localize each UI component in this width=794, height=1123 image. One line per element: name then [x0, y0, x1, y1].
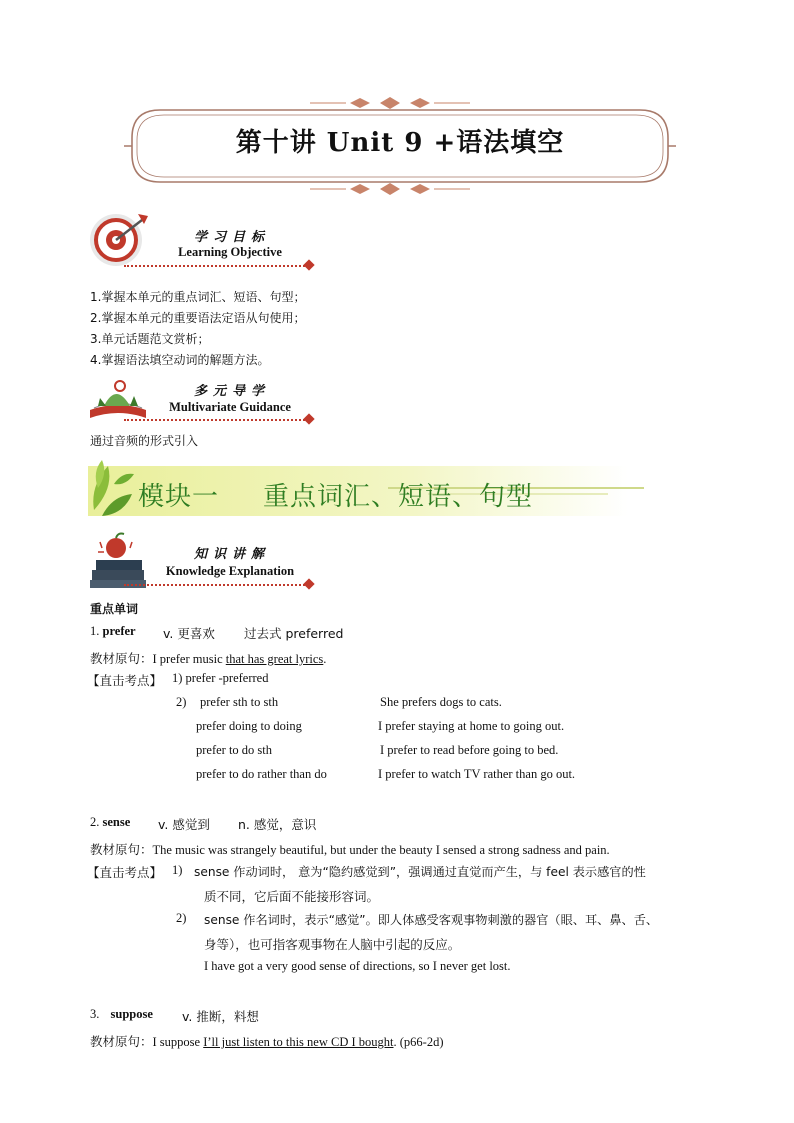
objective-heading-en: Learning Objective — [178, 245, 282, 259]
entry-prefer — [90, 624, 136, 639]
prefer-source — [90, 648, 326, 667]
entry-extra: n. 感觉，意识 — [238, 817, 317, 832]
guidance-heading-en: Multivariate Guidance — [169, 400, 291, 414]
objective-item: 1.掌握本单元的重点词汇、短语、句型； — [90, 290, 306, 304]
entry-suppose — [90, 1007, 153, 1022]
point-1: 1) prefer -preferred — [172, 671, 269, 685]
diamond-icon — [303, 413, 314, 424]
page-title: 第十讲 Unit 9 +语法填空 — [235, 128, 565, 158]
apple-books-icon — [86, 532, 150, 590]
knowledge-heading-cn: 知识讲解 — [193, 547, 270, 562]
entry-word: prefer — [102, 624, 136, 638]
diamond-icon — [303, 259, 314, 270]
knowledge-divider — [124, 584, 308, 586]
pattern-example: I prefer staying at home to going out. — [378, 719, 565, 733]
pattern-example: She prefers dogs to cats. — [380, 695, 502, 709]
point-1-number: 1) — [172, 863, 183, 877]
module-label: 模块一 — [138, 482, 220, 512]
entry-pos: v. 感觉到 — [158, 817, 210, 832]
module-title — [138, 476, 577, 513]
pattern-example: I prefer to watch TV rather than go out. — [378, 767, 576, 781]
entry-extra: 过去式 preferred — [244, 626, 344, 641]
entry-number: 2. — [90, 815, 100, 829]
source-label: 教材原句： — [90, 1034, 153, 1049]
point-1-line-1: sense 作动词时， 意为“隐约感觉到”，强调通过直觉而产生，与 feel 表示感官的性 — [194, 865, 646, 879]
pattern: prefer to do sth — [196, 743, 273, 757]
diamond-icon — [303, 578, 314, 589]
source-label: 教材原句： — [90, 842, 153, 857]
knowledge-heading-en: Knowledge Explanation — [165, 564, 295, 578]
objective-item: 4.掌握语法填空动词的解题方法。 — [90, 353, 270, 367]
objective-item: 3.单元话题范文赏析； — [90, 332, 210, 346]
entry-pos: v. 更喜欢 — [163, 626, 215, 641]
point-2-example: I have got a very good sense of directions, so I never get lost. — [204, 959, 511, 973]
source-text: I suppose — [152, 1035, 204, 1049]
pattern: prefer to do rather than do — [196, 767, 327, 781]
objective-item: 2.掌握本单元的重要语法定语从句使用； — [90, 311, 306, 325]
point-label: 【直击考点】 — [87, 673, 163, 688]
guidance-text: 通过音频的形式引入 — [90, 434, 199, 448]
source-text: I prefer music — [152, 652, 226, 666]
entry-sense — [90, 815, 130, 830]
source-end: . (p66-2d) — [393, 1035, 444, 1049]
key-words-heading: 重点单词 — [90, 602, 139, 616]
source-underlined: I’ll just listen to this new CD I bought — [203, 1035, 394, 1049]
objective-heading-cn: 学习目标 — [193, 230, 270, 245]
point-1-line-2: 质不同，它后面不能接形容词。 — [204, 889, 380, 904]
pattern: prefer sth to sth — [200, 695, 279, 709]
suppose-source — [90, 1031, 444, 1050]
source-underlined: that has great lyrics — [225, 652, 324, 666]
pattern-example: I prefer to read before going to bed. — [380, 743, 559, 757]
entry-word: suppose — [110, 1007, 153, 1021]
objectives-list — [90, 287, 305, 371]
entry-number: 3. — [90, 1007, 100, 1021]
guidance-heading-cn: 多元导学 — [193, 384, 270, 399]
entry-pos: v. 推断，料想 — [182, 1009, 259, 1024]
source-text: The music was strangely beautiful, but under the beauty I sensed a strong sadness and pain. — [152, 843, 610, 857]
point-2-line-2: 身等），也可指客观事物在人脑中引起的反应。 — [204, 937, 461, 952]
pattern: prefer doing to doing — [196, 719, 302, 733]
point-label: 【直击考点】 — [87, 865, 163, 880]
sense-source — [90, 839, 610, 858]
module-heading: 重点词汇、短语、句型 — [263, 482, 534, 512]
source-label: 教材原句： — [90, 651, 153, 666]
objective-divider — [124, 265, 308, 267]
guidance-divider — [124, 419, 308, 421]
point-2-number: 2) — [176, 911, 187, 925]
source-end: . — [323, 652, 327, 666]
target-icon — [86, 206, 150, 270]
point-2-line-1: sense 作名词时，表示“感觉”。即人体感受客观事物刺激的器官（眼、耳、鼻、舌、 — [204, 913, 659, 927]
entry-word: sense — [102, 815, 131, 829]
point-2-number: 2) — [176, 695, 187, 709]
entry-number: 1. — [90, 624, 100, 638]
